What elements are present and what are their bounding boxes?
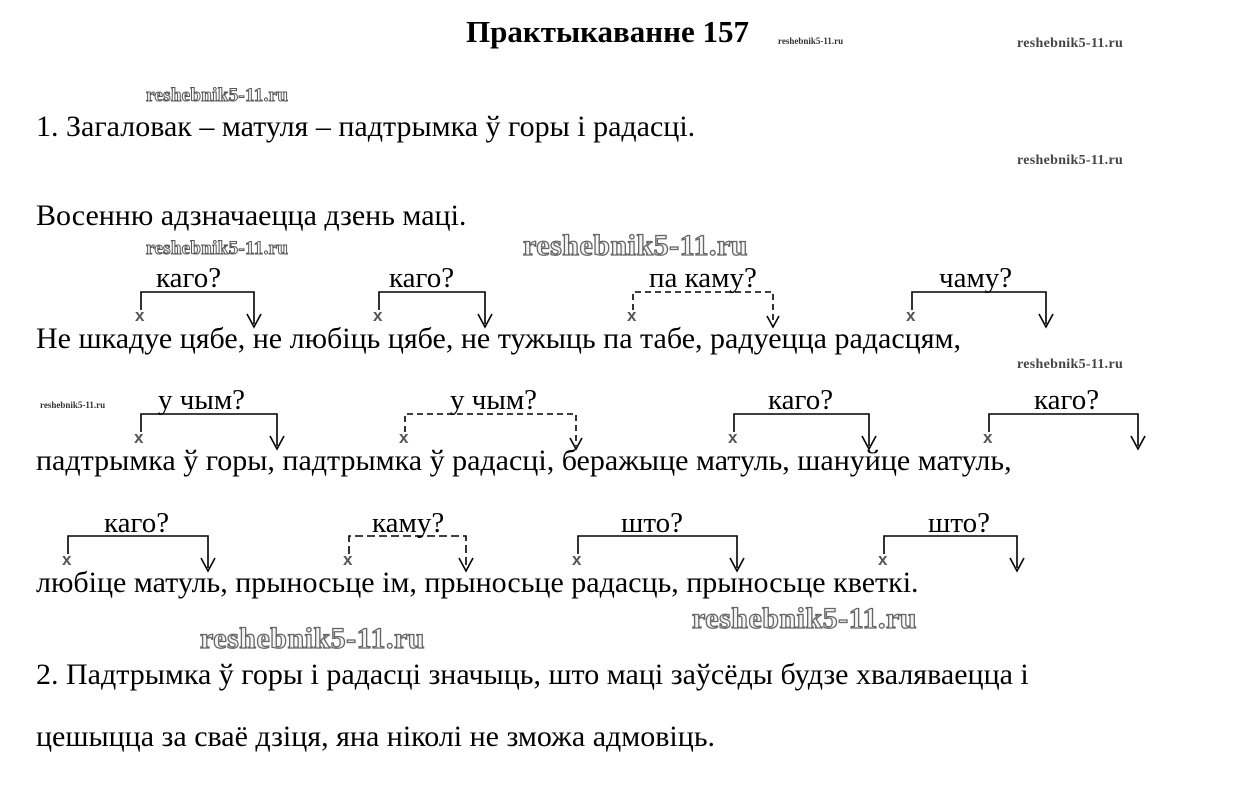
head-word-mark: x (373, 306, 383, 325)
head-word-mark: x (399, 428, 409, 447)
question-label: у чым? (158, 384, 246, 416)
head-word-mark: x (728, 428, 738, 447)
paragraph-1: 1. Загаловак – матуля – падтрымка ў горы і радасці. (36, 110, 696, 143)
head-word-mark: x (62, 550, 72, 569)
watermark: reshebnik5-11.ru (146, 238, 289, 259)
paragraph-3-line-1: 2. Падтрымка ў горы і радасці значыць, што маці заўсёды будзе хваляваецца і (36, 658, 1029, 691)
watermark: reshebnik5-11.ru (523, 229, 748, 262)
arrow-u-chym-1 (141, 414, 277, 446)
watermark: reshebnik5-11.ru (1017, 153, 1124, 168)
head-word-mark: x (572, 550, 582, 569)
head-word-mark: x (878, 550, 888, 569)
question-label: каго? (104, 507, 170, 539)
watermark: reshebnik5-11.ru (1017, 357, 1124, 372)
head-word-mark: x (627, 306, 637, 325)
question-label: каго? (1034, 384, 1100, 416)
paragraph-2: Восенню адзначаецца дзень маці. (36, 199, 467, 232)
head-word-mark: x (983, 428, 993, 447)
question-label: што? (928, 507, 990, 539)
arrow-kamu (349, 536, 466, 568)
watermark: reshebnik5-11.ru (778, 36, 844, 46)
arrow-kago-2 (379, 292, 485, 324)
watermark: reshebnik5-11.ru (1017, 36, 1124, 51)
watermark: reshebnik5-11.ru (146, 85, 289, 106)
arrow-kago-3 (734, 414, 869, 446)
head-word-mark: x (134, 428, 144, 447)
paragraph-3-line-2: цешыцца за сваё дзіця, яна ніколі не зможа адмовіць. (36, 720, 715, 753)
question-label: што? (621, 507, 683, 539)
arrow-kago-1 (141, 292, 254, 324)
question-label: чаму? (939, 262, 1013, 294)
watermark: reshebnik5-11.ru (200, 622, 425, 655)
page-title: Практыкаванне 157 (466, 14, 750, 49)
arrow-kago-4 (989, 414, 1138, 446)
question-label: у чым? (450, 384, 538, 416)
question-label: па каму? (649, 262, 757, 294)
watermark: reshebnik5-11.ru (40, 400, 106, 410)
arrow-u-chym-2 (405, 414, 576, 446)
head-word-mark: x (906, 306, 916, 325)
arrow-chamu (912, 292, 1046, 324)
question-label: каго? (389, 262, 455, 294)
arrow-kago-5 (68, 536, 208, 568)
text-line-1: Не шкадуе цябе, не любіць цябе, не тужыць па табе, радуецца радасцям, (36, 322, 961, 355)
head-word-mark: x (135, 306, 145, 325)
question-label: каму? (372, 507, 445, 539)
arrow-pa-kamu (633, 292, 773, 324)
arrow-shto-2 (884, 536, 1017, 568)
head-word-mark: x (343, 550, 353, 569)
question-label: каго? (768, 384, 834, 416)
question-label: каго? (156, 262, 222, 294)
arrow-shto-1 (578, 536, 737, 568)
watermark: reshebnik5-11.ru (692, 602, 917, 635)
text-line-3: любіце матуль, прыносьце ім, прыносьце радасць, прыносьце кветкі. (36, 566, 919, 599)
text-line-2: падтрымка ў горы, падтрымка ў радасці, беражыце матуль, шануйце матуль, (36, 444, 1012, 477)
